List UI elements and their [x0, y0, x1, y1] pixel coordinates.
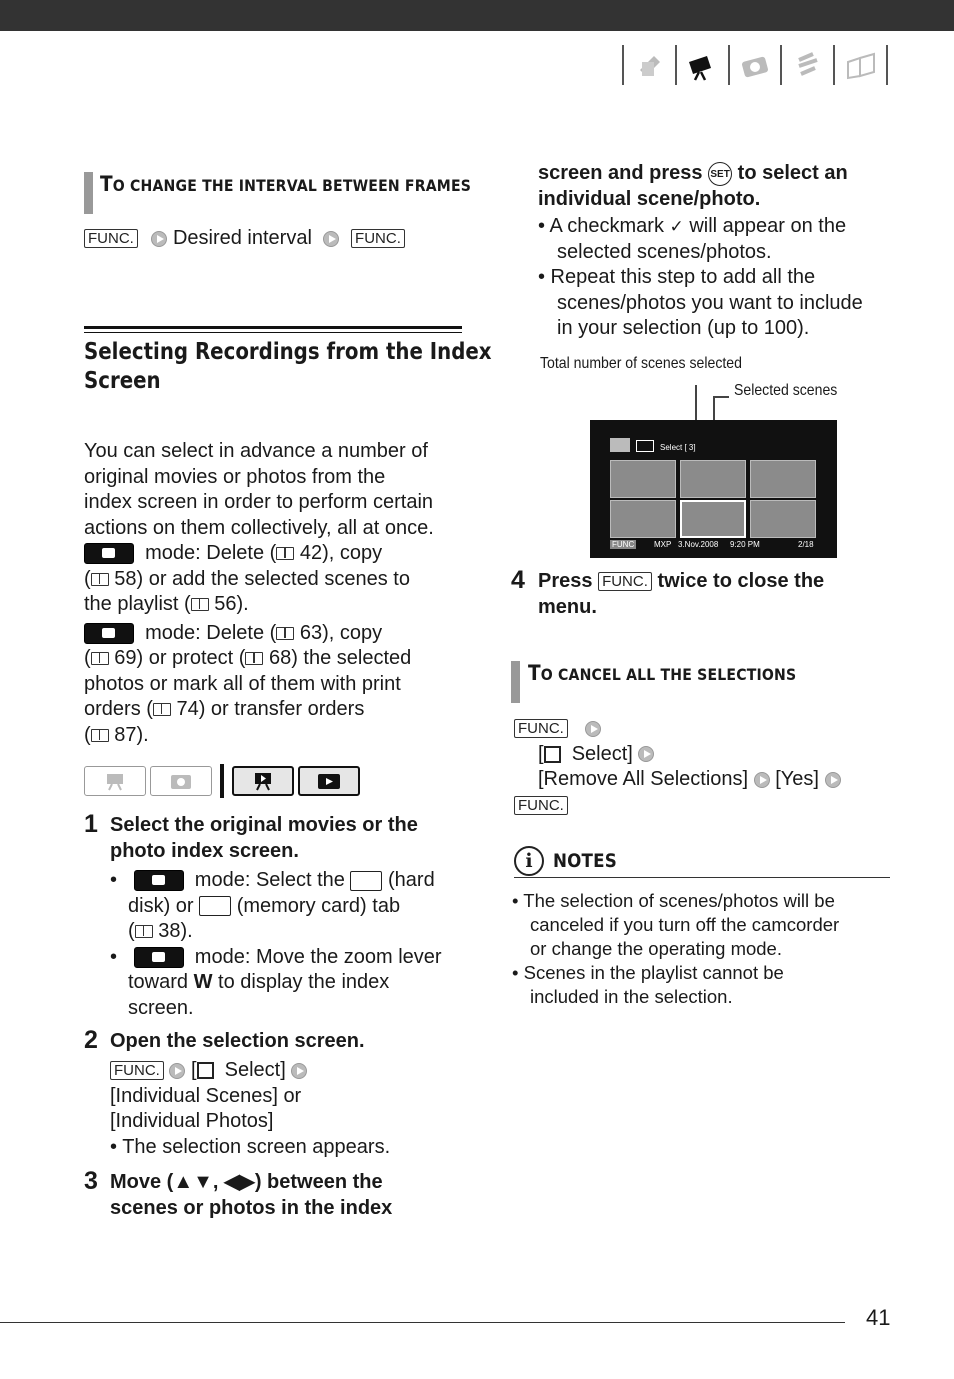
movie-play-icon [247, 770, 279, 792]
tab-video[interactable] [675, 45, 728, 85]
top-bar [0, 0, 954, 31]
cancel-heading: TO CANCEL ALL THE SELECTIONS [528, 661, 797, 685]
tab-additional[interactable] [833, 45, 888, 85]
step-number: 1 [84, 810, 98, 838]
info-icon: i [514, 846, 544, 876]
thumbnail [680, 460, 746, 498]
step1-title: Select the original movies or the photo index screen. [110, 814, 418, 862]
video-camera-icon [685, 48, 719, 82]
checkmark-box-icon [544, 746, 561, 763]
func-button[interactable]: FUNC. [84, 229, 138, 248]
photo-mode-icon [84, 623, 134, 644]
func-button[interactable]: FUNC. [514, 719, 568, 738]
movie-mode-icon [134, 870, 184, 891]
card-tab-icon [636, 440, 654, 452]
page-number: 41 [866, 1305, 891, 1330]
footer-rule [0, 1322, 845, 1323]
section-rule [84, 326, 462, 329]
book-icon [91, 652, 109, 665]
interval-procedure: FUNC. Desired interval FUNC. [84, 226, 405, 252]
arrow-icon [638, 746, 654, 762]
book-icon [245, 652, 263, 665]
set-button-icon: SET [708, 162, 732, 186]
notes-rule [514, 877, 890, 878]
step4-title: Press FUNC. twice to close the menu. [538, 570, 825, 618]
photo-mode-icon [134, 947, 184, 968]
cancel-procedure: FUNC. [ Select] [Remove All Selections] [Yes] FUNC. [514, 716, 841, 818]
interval-heading: TO CHANGE THE INTERVAL BETWEEN FRAMES [100, 172, 472, 196]
arrow-icon [754, 772, 770, 788]
book-icon [91, 573, 109, 586]
introduction-icon [632, 48, 666, 82]
thumbnail [610, 500, 676, 538]
mode-photo-index [298, 766, 360, 796]
heading-bar [84, 172, 93, 214]
caption-selected: Selected scenes [734, 382, 838, 399]
tab-introduction[interactable] [622, 45, 675, 85]
book-icon [844, 48, 878, 82]
step-number: 2 [84, 1026, 98, 1054]
step3-title: Move (▲▼, ◀▶) between the scenes or photos in the index [110, 1171, 393, 1219]
step-number: 4 [511, 566, 525, 594]
mode-photo-play [150, 766, 212, 796]
applicable-modes [84, 766, 360, 798]
thumbnail-selected [680, 500, 746, 538]
tab-external[interactable] [780, 45, 833, 85]
heading-bar [511, 661, 520, 703]
arrow-icon [585, 721, 601, 737]
mode-movie-index [232, 766, 294, 796]
func-button[interactable]: FUNC. [351, 229, 405, 248]
step1-bullets: • mode: Select the (hard disk) or (memory card) tab ( 38). • mode: Move the zoom lever toward W to display the index screen. [110, 869, 442, 1019]
movie-mode-icon [84, 543, 134, 564]
hdd-tab-icon [350, 871, 382, 891]
memory-card-tab-icon [199, 896, 231, 916]
step2-title: Open the selection screen. [110, 1030, 365, 1052]
book-icon [91, 729, 109, 742]
movie-icon [610, 438, 630, 452]
notes-list: • The selection of scenes/photos will be canceled if you turn off the camcorder or change the operating mode. • Scenes in the playlist cannot be included in the selection. [512, 890, 840, 1007]
book-icon [276, 627, 294, 640]
step2-procedure: FUNC. [ Select] [Individual Scenes] or [Individual Photos] • The selection screen appears. [110, 1059, 391, 1158]
arrow-icon [825, 772, 841, 788]
photo-camera-icon [738, 48, 772, 82]
arrow-icon [291, 1063, 307, 1079]
external-connection-icon [791, 48, 825, 82]
arrow-icon [151, 231, 167, 247]
thumbnail [610, 460, 676, 498]
book-icon [191, 598, 209, 611]
movie-mode-dim-icon [99, 770, 131, 792]
caption-total: Total number of scenes selected [540, 355, 742, 372]
step3-continued: screen and press SET to select an individual scene/photo. • A checkmark ✓ will appear on the selected scenes/photos. • Repeat this step to add all the scenes/photos you want to include in your selection (up to 100). [538, 162, 863, 339]
thumbnail [750, 460, 816, 498]
section-rule-thin [84, 332, 462, 333]
arrow-icon [169, 1063, 185, 1079]
chapter-tabs [622, 45, 888, 85]
photo-mode-dim-icon [165, 770, 197, 792]
mode-divider [220, 764, 224, 798]
photo-play-icon [313, 770, 345, 792]
func-button[interactable]: FUNC. [514, 796, 568, 815]
tab-photo[interactable] [728, 45, 781, 85]
callout-line [713, 396, 729, 398]
book-icon [135, 925, 153, 938]
index-screen-image: Select [ 3] FUNC MXP 3.Nov.2008 9:20 PM 2/18 [590, 420, 837, 558]
checkmark-box-icon [197, 1062, 214, 1079]
arrow-icon [323, 231, 339, 247]
step-number: 3 [84, 1167, 98, 1195]
book-icon [276, 547, 294, 560]
section-title: Selecting Recordings from the Index Screen [84, 339, 492, 394]
book-icon [153, 703, 171, 716]
notes-title: NOTES [553, 850, 617, 872]
func-button[interactable]: FUNC. [110, 1061, 164, 1080]
thumbnail [750, 500, 816, 538]
checkmark-icon: ✓ [669, 217, 684, 236]
func-button[interactable]: FUNC. [598, 572, 652, 591]
mode-movie-play [84, 766, 146, 796]
intro-paragraph: You can select in advance a number of original movies or photos from the index screen in order to perform certain actions on them collectively, all at once. mode: Delete ( 42), copy ( 58) or add the selected scenes to the playlist ( 56). mode: Delete ( 63), copy ( 69) or protect ( 68) the selected photos or mark all of them with print orders ( 74) or transfer orders ( 87). [84, 440, 434, 746]
